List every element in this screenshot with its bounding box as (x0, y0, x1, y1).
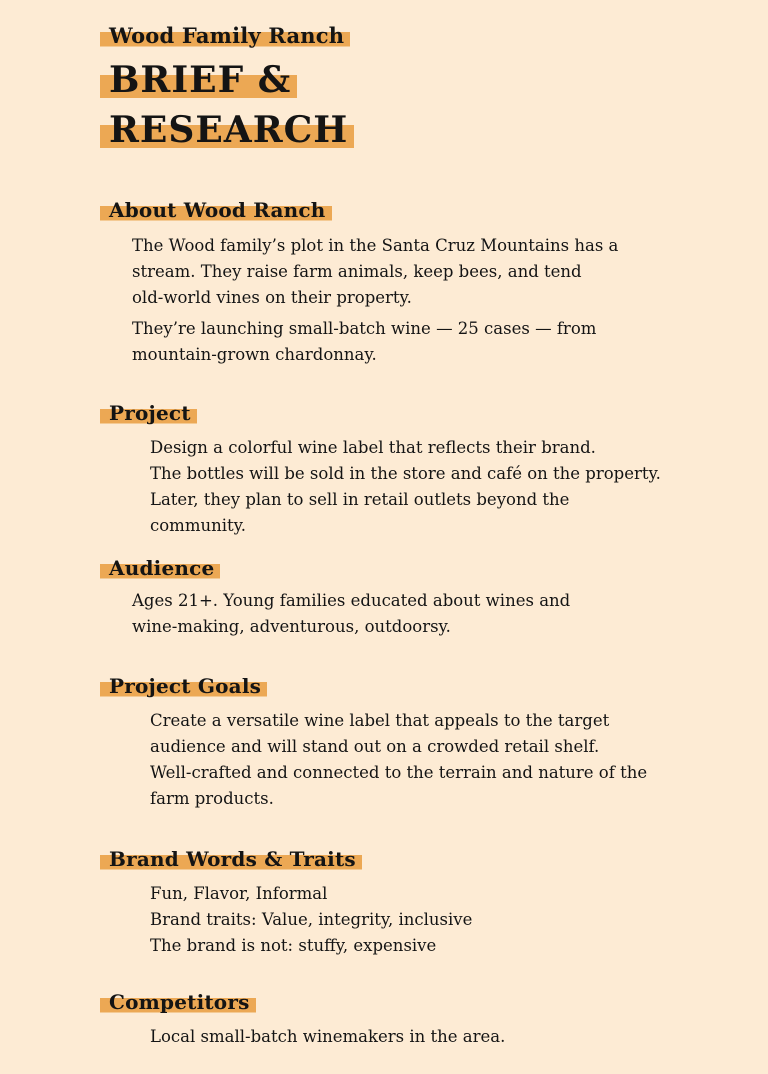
brand-words-text-line: Brand traits: Value, integrity, inclusive (150, 910, 473, 929)
about-text-line: They’re launching small-batch wine — 25 cases — from (132, 319, 597, 338)
about-text-line: old-world vines on their property. (132, 288, 412, 307)
goals-text-line: Create a versatile wine label that appeals to the target (150, 711, 610, 730)
goals-text-line: farm products. (150, 789, 274, 808)
page-title-line-1: BRIEF & (100, 56, 297, 104)
project-text-line: Design a colorful wine label that reflects their brand. (150, 438, 596, 457)
section-heading-goals: Project Goals (100, 672, 267, 700)
competitors-text-line: Local small-batch winemakers in the area. (150, 1027, 506, 1046)
brand-name: Wood Family Ranch (100, 22, 350, 50)
about-text-line: The Wood family’s plot in the Santa Cruz Mountains has a (132, 236, 619, 255)
project-text-line: community. (150, 516, 247, 535)
brand-words-text-line: The brand is not: stuffy, expensive (150, 936, 437, 955)
section-heading-brand-words: Brand Words & Traits (100, 845, 362, 873)
section-heading-about: About Wood Ranch (100, 196, 332, 224)
goals-text-line: audience and will stand out on a crowded retail shelf. (150, 737, 600, 756)
project-text-line: Later, they plan to sell in retail outlets beyond the (150, 490, 570, 509)
section-heading-project: Project (100, 399, 197, 427)
audience-text-line: wine-making, adventurous, outdoorsy. (132, 617, 451, 636)
about-text-line: stream. They raise farm animals, keep bees, and tend (132, 262, 582, 281)
goals-text-line: Well-crafted and connected to the terrain and nature of the (150, 763, 648, 782)
section-heading-competitors: Competitors (100, 988, 256, 1016)
page-title-line-2: RESEARCH (100, 106, 354, 154)
brand-words-text-line: Fun, Flavor, Informal (150, 884, 328, 903)
about-text-line: mountain-grown chardonnay. (132, 345, 377, 364)
project-text-line: The bottles will be sold in the store and café on the property. (150, 464, 661, 483)
audience-text-line: Ages 21+. Young families educated about wines and (132, 591, 571, 610)
section-heading-audience: Audience (100, 554, 220, 582)
